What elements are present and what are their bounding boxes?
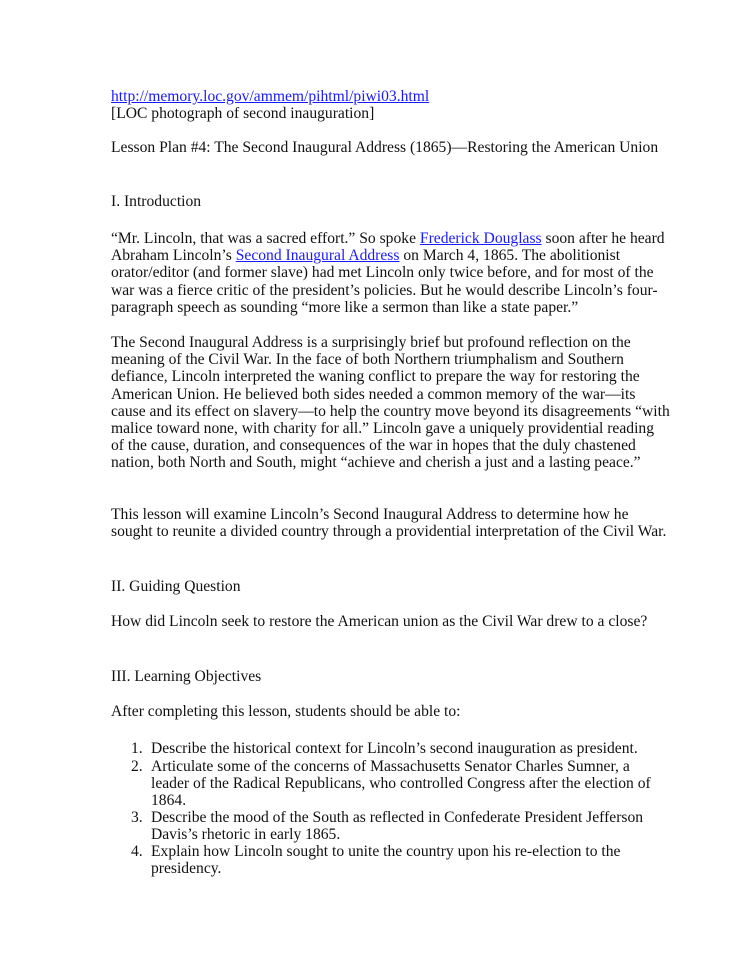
text: meaning of the Civil War. In the face of both Northern triumphalism and Southern [111, 351, 624, 369]
loc-link[interactable]: http://memory.loc.gov/ammem/pihtml/piwi03.html [111, 88, 430, 105]
text: 1864. [151, 792, 187, 810]
text: on March 4, 1865. The abolitionist [399, 247, 621, 265]
list-number: 3. [131, 809, 143, 826]
list-number: 4. [131, 843, 143, 860]
text: presidency. [151, 860, 222, 878]
objectives-intro: After completing this lesson, students should be able to: [111, 703, 461, 720]
text: cause and its effect on slavery—to help the country move beyond its disagreements “with [111, 402, 670, 420]
text: of the cause, duration, and consequences of the war in hopes that the duly chastened [111, 437, 636, 455]
second-inaugural-link[interactable]: Second Inaugural Address [235, 247, 400, 265]
text: nation, both North and South, might “achieve and cherish a just and a lasting peace.” [111, 454, 641, 472]
text: Abraham Lincoln’s [111, 247, 236, 265]
header [111, 88, 429, 122]
photo-caption: [LOC photograph of second inauguration] [111, 105, 375, 123]
list-number: 2. [131, 758, 143, 775]
text: “Mr. Lincoln, that was a sacred effort.” So spoke [111, 230, 420, 247]
text: defiance, Lincoln interpreted the waning conflict to prepare the way for restoring the [111, 368, 640, 386]
text: paragraph speech as sounding “more like a sermon than like a state paper.” [111, 298, 579, 316]
frederick-douglass-link[interactable]: Frederick Douglass [419, 230, 542, 247]
intro-paragraph-3 [111, 506, 666, 540]
text: soon after he heard [541, 230, 665, 247]
intro-paragraph-2 [111, 334, 670, 472]
guiding-question: How did Lincoln seek to restore the American union as the Civil War drew to a close? [111, 613, 648, 630]
intro-paragraph-1 [111, 230, 665, 316]
text: This lesson will examine Lincoln’s Second Inaugural Address to determine how he [111, 506, 629, 523]
text: leader of the Radical Republicans, who controlled Congress after the election of [151, 775, 651, 793]
text: Davis’s rhetoric in early 1865. [151, 826, 341, 844]
intro-heading: I. Introduction [111, 193, 202, 210]
list-number: 1. [131, 740, 143, 757]
text: Explain how Lincoln sought to unite the country upon his re-election to the [151, 843, 621, 860]
text: American Union. He believed both sides needed a common memory of the war—its [111, 385, 636, 403]
text: sought to reunite a divided country through a providential interpretation of the Civil War. [111, 523, 667, 541]
text: orator/editor (and former slave) had met Lincoln only twice before, and for most of the [111, 264, 654, 282]
lesson-title: Lesson Plan #4: The Second Inaugural Address (1865)—Restoring the American Union [111, 139, 659, 156]
guiding-heading: II. Guiding Question [111, 578, 241, 595]
text: malice toward none, with charity for all.” Lincoln gave a uniquely providential reading [111, 420, 654, 438]
text: war was a fierce critic of the president’s policies. But he would describe Lincoln’s four- [111, 281, 658, 299]
text: Describe the mood of the South as reflected in Confederate President Jefferson [151, 809, 644, 826]
text: The Second Inaugural Address is a surprisingly brief but profound reflection on the [111, 334, 631, 351]
objectives-heading: III. Learning Objectives [111, 668, 262, 685]
text: Describe the historical context for Lincoln’s second inauguration as president. [151, 740, 638, 757]
text: Articulate some of the concerns of Massachusetts Senator Charles Sumner, a [151, 758, 630, 775]
